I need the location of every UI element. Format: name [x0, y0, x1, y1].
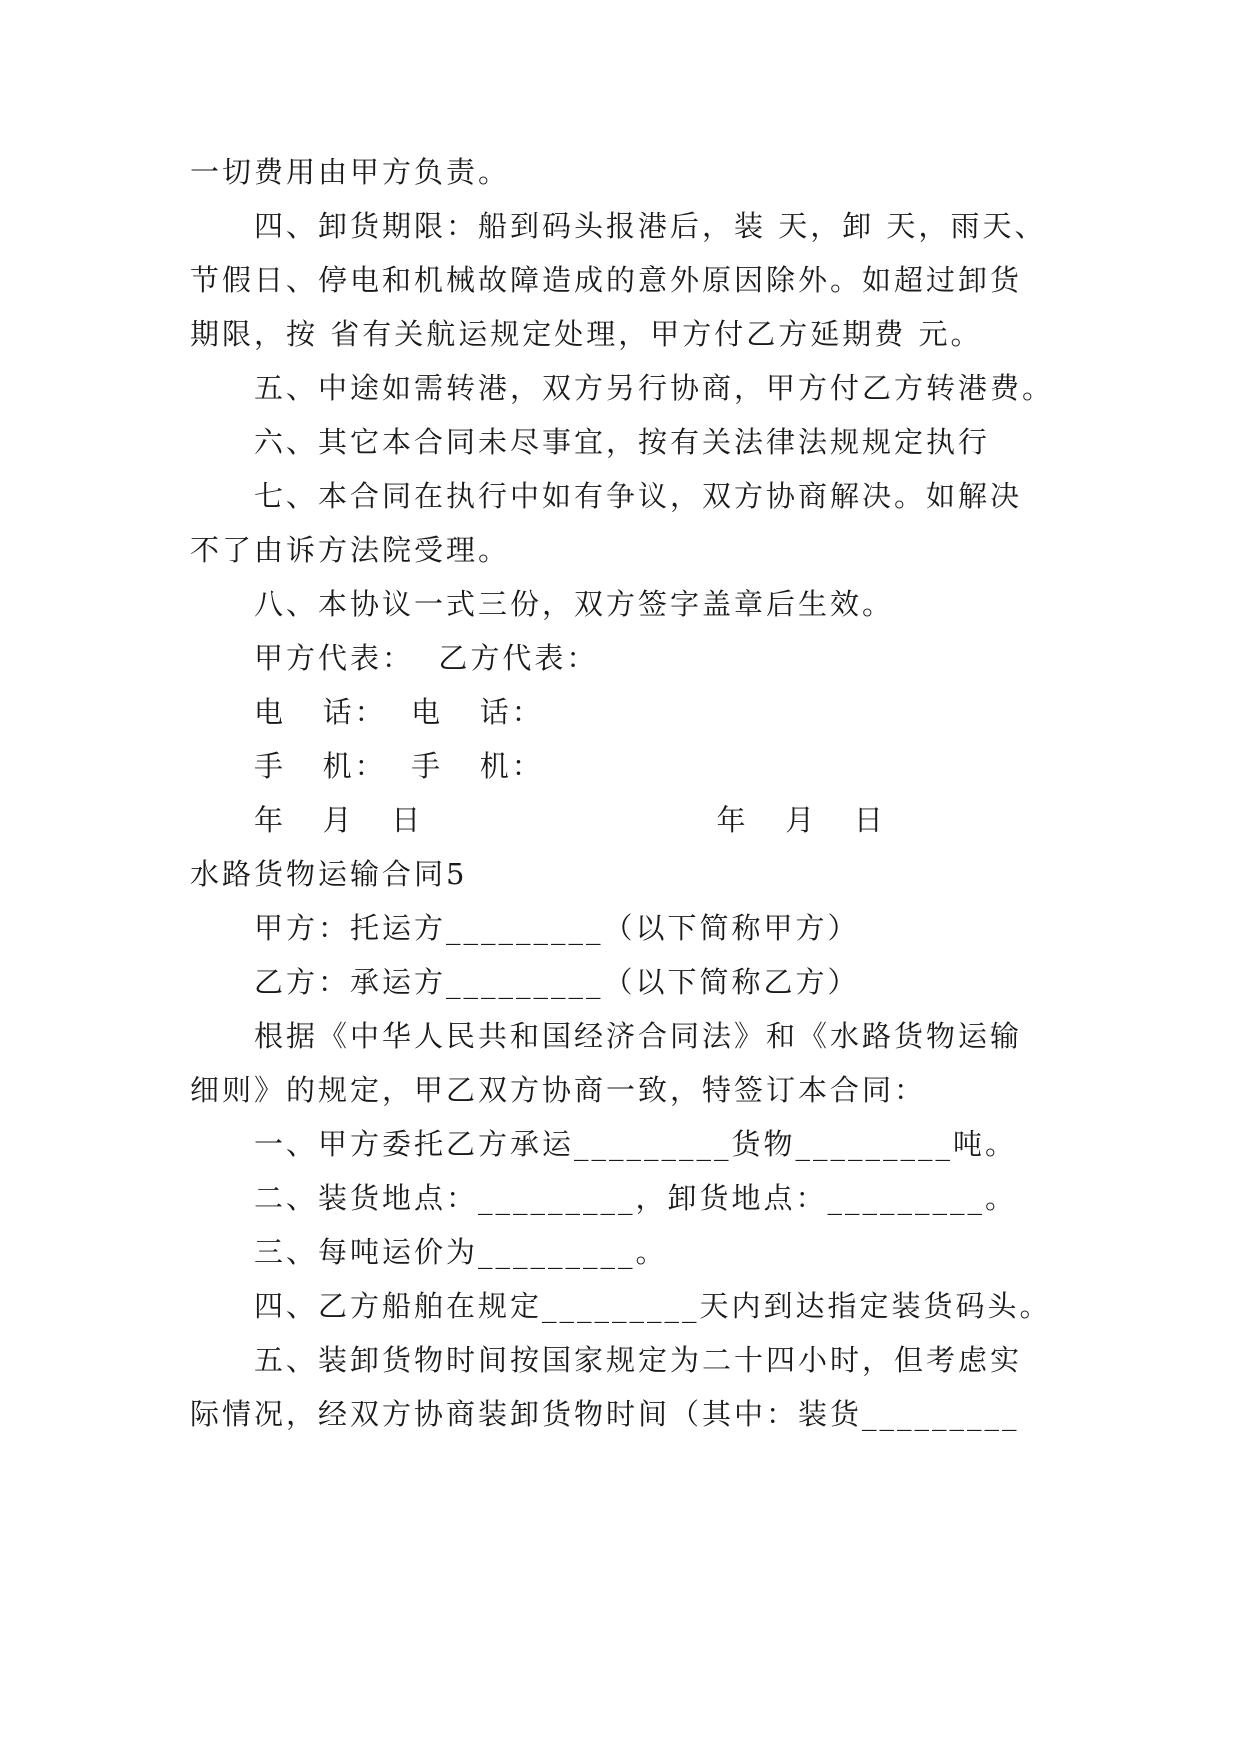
signature-representatives: 甲方代表： 乙方代表：	[254, 641, 599, 675]
party-b-line: 乙方：承运方_________（以下简称乙方）	[254, 965, 860, 999]
text-line: 细则》的规定，甲乙双方协商一致，特签订本合同：	[190, 1073, 927, 1107]
party-a-line: 甲方：托运方_________（以下简称甲方）	[254, 911, 860, 945]
signature-mobile: 手 机： 手 机：	[254, 749, 544, 783]
text-line: 际情况，经双方协商装卸货物时间（其中：装货_________	[190, 1397, 1020, 1431]
text-line: 五、中途如需转港，双方另行协商，甲方付乙方转港费。	[254, 371, 1055, 405]
text-line: 七、本合同在执行中如有争议，双方协商解决。如解决	[254, 479, 1023, 513]
text-line: 一切费用由甲方负责。	[190, 155, 511, 189]
signature-phone: 电 话： 电 话：	[254, 695, 544, 729]
text-line: 六、其它本合同未尽事宜，按有关法律法规规定执行	[254, 425, 991, 459]
contract-title: 水路货物运输合同5	[190, 857, 468, 891]
text-line: 八、本协议一式三份，双方签字盖章后生效。	[254, 587, 895, 621]
text-line: 不了由诉方法院受理。	[190, 533, 511, 567]
text-line: 节假日、停电和机械故障造成的意外原因除外。如超过卸货	[190, 263, 1023, 297]
text-line: 四、卸货期限：船到码头报港后，装 天，卸 天，雨天、	[254, 209, 1047, 243]
text-line: 期限，按 省有关航运规定处理，甲方付乙方延期费 元。	[190, 317, 983, 351]
text-line: 二、装货地点：_________，卸货地点：_________。	[254, 1181, 1018, 1215]
text-line: 五、装卸货物时间按国家规定为二十四小时，但考虑实	[254, 1343, 1023, 1377]
text-line: 一、甲方委托乙方承运_________货物_________吨。	[254, 1127, 1018, 1161]
text-line: 根据《中华人民共和国经济合同法》和《水路货物运输	[254, 1019, 1023, 1053]
text-line: 三、每吨运价为_________。	[254, 1235, 668, 1269]
signature-date: 年 月 日 年 月 日	[254, 803, 886, 837]
text-line: 四、乙方船舶在规定_________天内到达指定装货码头。	[254, 1289, 1052, 1323]
